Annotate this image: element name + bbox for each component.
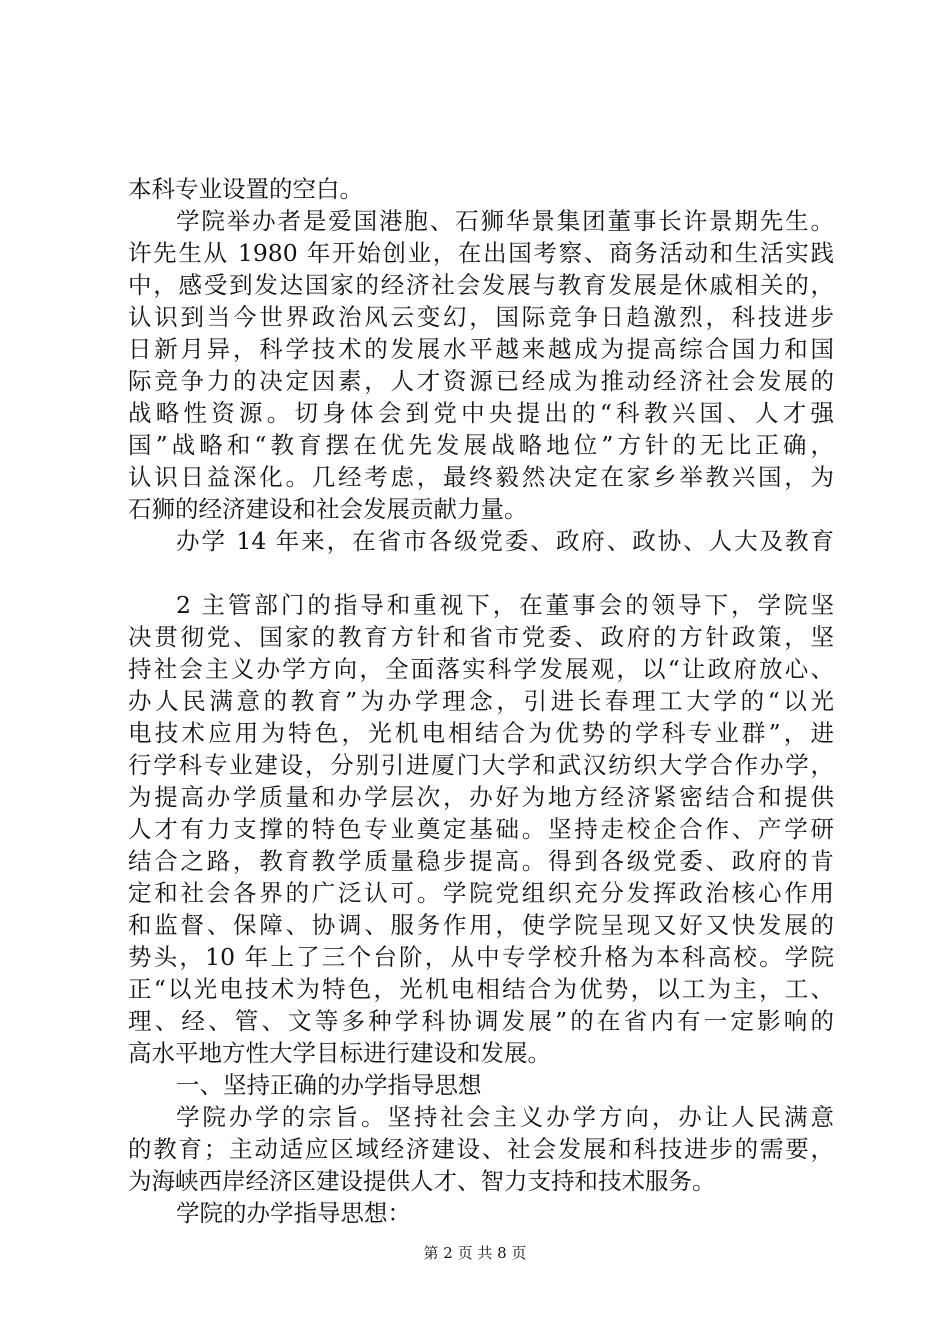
text-line: 办人民满意的教育”为办学理念，引进长春理工大学的“以光: [128, 687, 834, 715]
text-line: 日新月异，科学技术的发展水平越来越成为提高综合国力和国: [128, 335, 834, 363]
paragraph-start-line: 学院的办学指导思想：: [176, 1199, 411, 1227]
paragraph-start-line: 学院举办者是爱国港胞、石狮华景集团董事长许景期先生。: [176, 207, 834, 235]
text-line: 本科专业设置的空白。: [128, 175, 363, 203]
text-line: 高水平地方性大学目标进行建设和发展。: [128, 1039, 551, 1067]
text-line: 人才有力支撑的特色专业奠定基础。坚持走校企合作、产学研: [128, 815, 834, 843]
text-line: 势头，10 年上了三个台阶，从中专学校升格为本科高校。学院: [128, 943, 834, 971]
paragraph-start-line: 办学 14 年来，在省市各级党委、政府、政协、人大及教育: [176, 527, 834, 555]
text-line: 认识到当今世界政治风云变幻，国际竞争日趋激烈，科技进步: [128, 303, 834, 331]
text-line: 行学科专业建设，分别引进厦门大学和武汉纺织大学合作办学，: [128, 751, 834, 779]
text-line: 认识日益深化。几经考虑，最终毅然决定在家乡举教兴国，为: [128, 463, 834, 491]
text-line: 电技术应用为特色，光机电相结合为优势的学科专业群”，进: [128, 719, 834, 747]
text-line: 中，感受到发达国家的经济社会发展与教育发展是休戚相关的，: [128, 271, 834, 299]
text-line: 理、经、管、文等多种学科协调发展”的在省内有一定影响的: [128, 1007, 834, 1035]
text-line: 正“以光电技术为特色，光机电相结合为优势，以工为主，工、: [128, 975, 834, 1003]
section-heading: 一、坚持正确的办学指导思想: [176, 1071, 482, 1099]
text-line: 为海峡西岸经济区建设提供人才、智力支持和技术服务。: [128, 1167, 716, 1195]
text-line: 结合之路，教育教学质量稳步提高。得到各级党委、政府的肯: [128, 847, 834, 875]
text-line: 战略性资源。切身体会到党中央提出的“科教兴国、人才强: [128, 399, 834, 427]
paragraph-start-line: 2 主管部门的指导和重视下，在董事会的领导下，学院坚: [176, 591, 834, 619]
text-line: 许先生从 1980 年开始创业，在出国考察、商务活动和生活实践: [128, 239, 834, 267]
text-line: 决贯彻党、国家的教育方针和省市党委、政府的方针政策，坚: [128, 623, 834, 651]
text-line: 石狮的经济建设和社会发展贡献力量。: [128, 495, 528, 523]
text-line: 和监督、保障、协调、服务作用，使学院呈现又好又快发展的: [128, 911, 834, 939]
text-line: 的教育；主动适应区域经济建设、社会发展和科技进步的需要，: [128, 1135, 834, 1163]
text-line: 定和社会各界的广泛认可。学院党组织充分发挥政治核心作用: [128, 879, 834, 907]
text-line: 际竞争力的决定因素，人才资源已经成为推动经济社会发展的: [128, 367, 834, 395]
page-number-footer: 第 2 页 共 8 页: [423, 1244, 527, 1262]
paragraph-start-line: 学院办学的宗旨。坚持社会主义办学方向，办让人民满意: [176, 1103, 834, 1131]
text-line: 为提高办学质量和办学层次，办好为地方经济紧密结合和提供: [128, 783, 834, 811]
text-line: 国”战略和“教育摆在优先发展战略地位”方针的无比正确，: [128, 431, 834, 459]
text-line: 持社会主义办学方向，全面落实科学发展观，以“让政府放心、: [128, 655, 834, 683]
